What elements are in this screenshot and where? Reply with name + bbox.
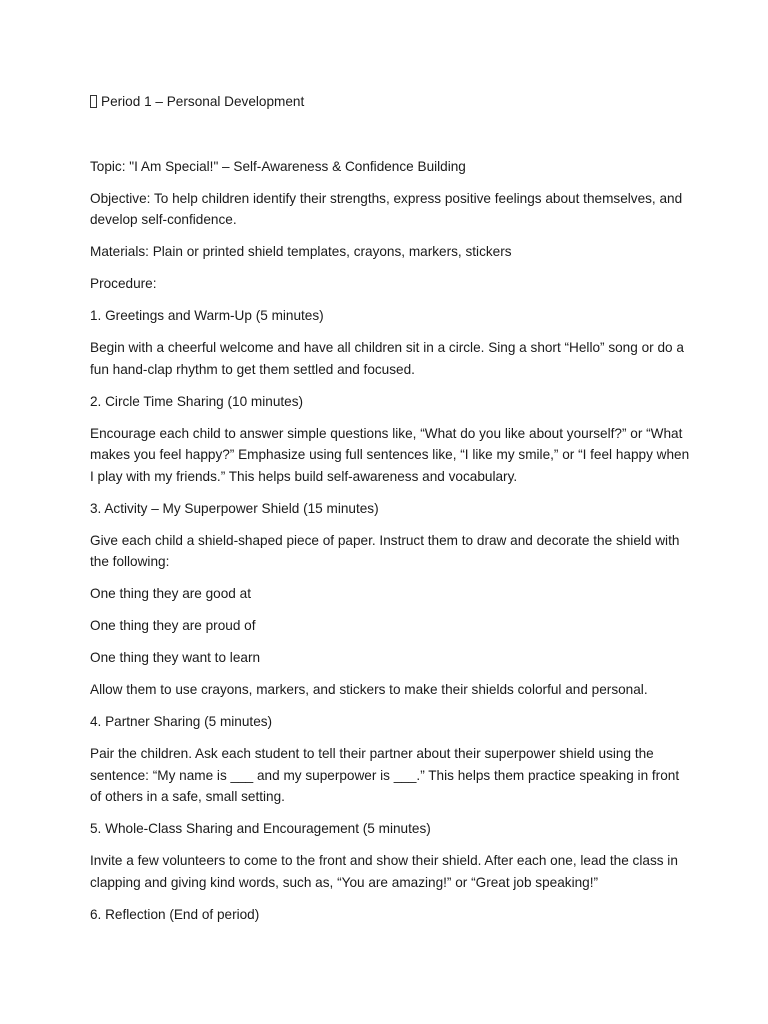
period-heading bbox=[90, 91, 690, 113]
step-1-title: 1. Greetings and Warm-Up (5 minutes) bbox=[90, 308, 324, 323]
step-3-body: Give each child a shield-shaped piece of paper. Instruct them to draw and decorate the shield with the following: bbox=[90, 532, 680, 569]
document-page bbox=[90, 91, 690, 936]
step-3-item: One thing they are good at bbox=[90, 586, 251, 601]
period-heading-text: Period 1 – Personal Development bbox=[101, 94, 305, 109]
step-6-title: 6. Reflection (End of period) bbox=[90, 906, 260, 922]
missing-glyph-box-icon bbox=[90, 95, 97, 108]
step-1-body: Begin with a cheerful welcome and have all children sit in a circle. Sing a short “Hello” song or do a fun hand-clap rhythm to get them settled and focused. bbox=[90, 340, 684, 377]
step-3-title: 3. Activity – My Superpower Shield (15 minutes) bbox=[90, 500, 379, 516]
step-3-item: One thing they are proud of bbox=[90, 618, 256, 633]
step-2-title: 2. Circle Time Sharing (10 minutes) bbox=[90, 393, 304, 409]
materials-line: Materials: Plain or printed shield templates, crayons, markers, stickers bbox=[90, 244, 512, 259]
procedure-label: Procedure: bbox=[90, 276, 157, 291]
topic-line: Topic: "I Am Special!" – Self-Awareness & Confidence Building bbox=[90, 158, 466, 174]
step-3-after: Allow them to use crayons, markers, and stickers to make their shields colorful and personal. bbox=[90, 682, 648, 697]
step-5-body: Invite a few volunteers to come to the front and show their shield. After each one, lead the class in clapping and giving kind words, such as, “You are amazing!” or “Great job speaking!” bbox=[90, 853, 678, 890]
step-4-body: Pair the children. Ask each student to tell their partner about their superpower shield using the sentence: “My name is ___ and my superpower is ___.” This helps them practice speaking in front of others in a safe, small setting. bbox=[90, 746, 680, 804]
step-5-title: 5. Whole-Class Sharing and Encouragement (5 minutes) bbox=[90, 821, 431, 836]
step-4-title: 4. Partner Sharing (5 minutes) bbox=[90, 714, 273, 729]
step-2-body: Encourage each child to answer simple questions like, “What do you like about yourself?” or “What makes you feel happy?” Emphasize using full sentences like, “I like my smile,” or “I feel happy when I play with my friends.” This helps build self-awareness and vocabulary. bbox=[90, 425, 690, 484]
objective-paragraph: Objective: To help children identify their strengths, express positive feelings about themselves, and develop self-confidence. bbox=[90, 190, 683, 227]
step-3-item: One thing they want to learn bbox=[90, 650, 261, 665]
